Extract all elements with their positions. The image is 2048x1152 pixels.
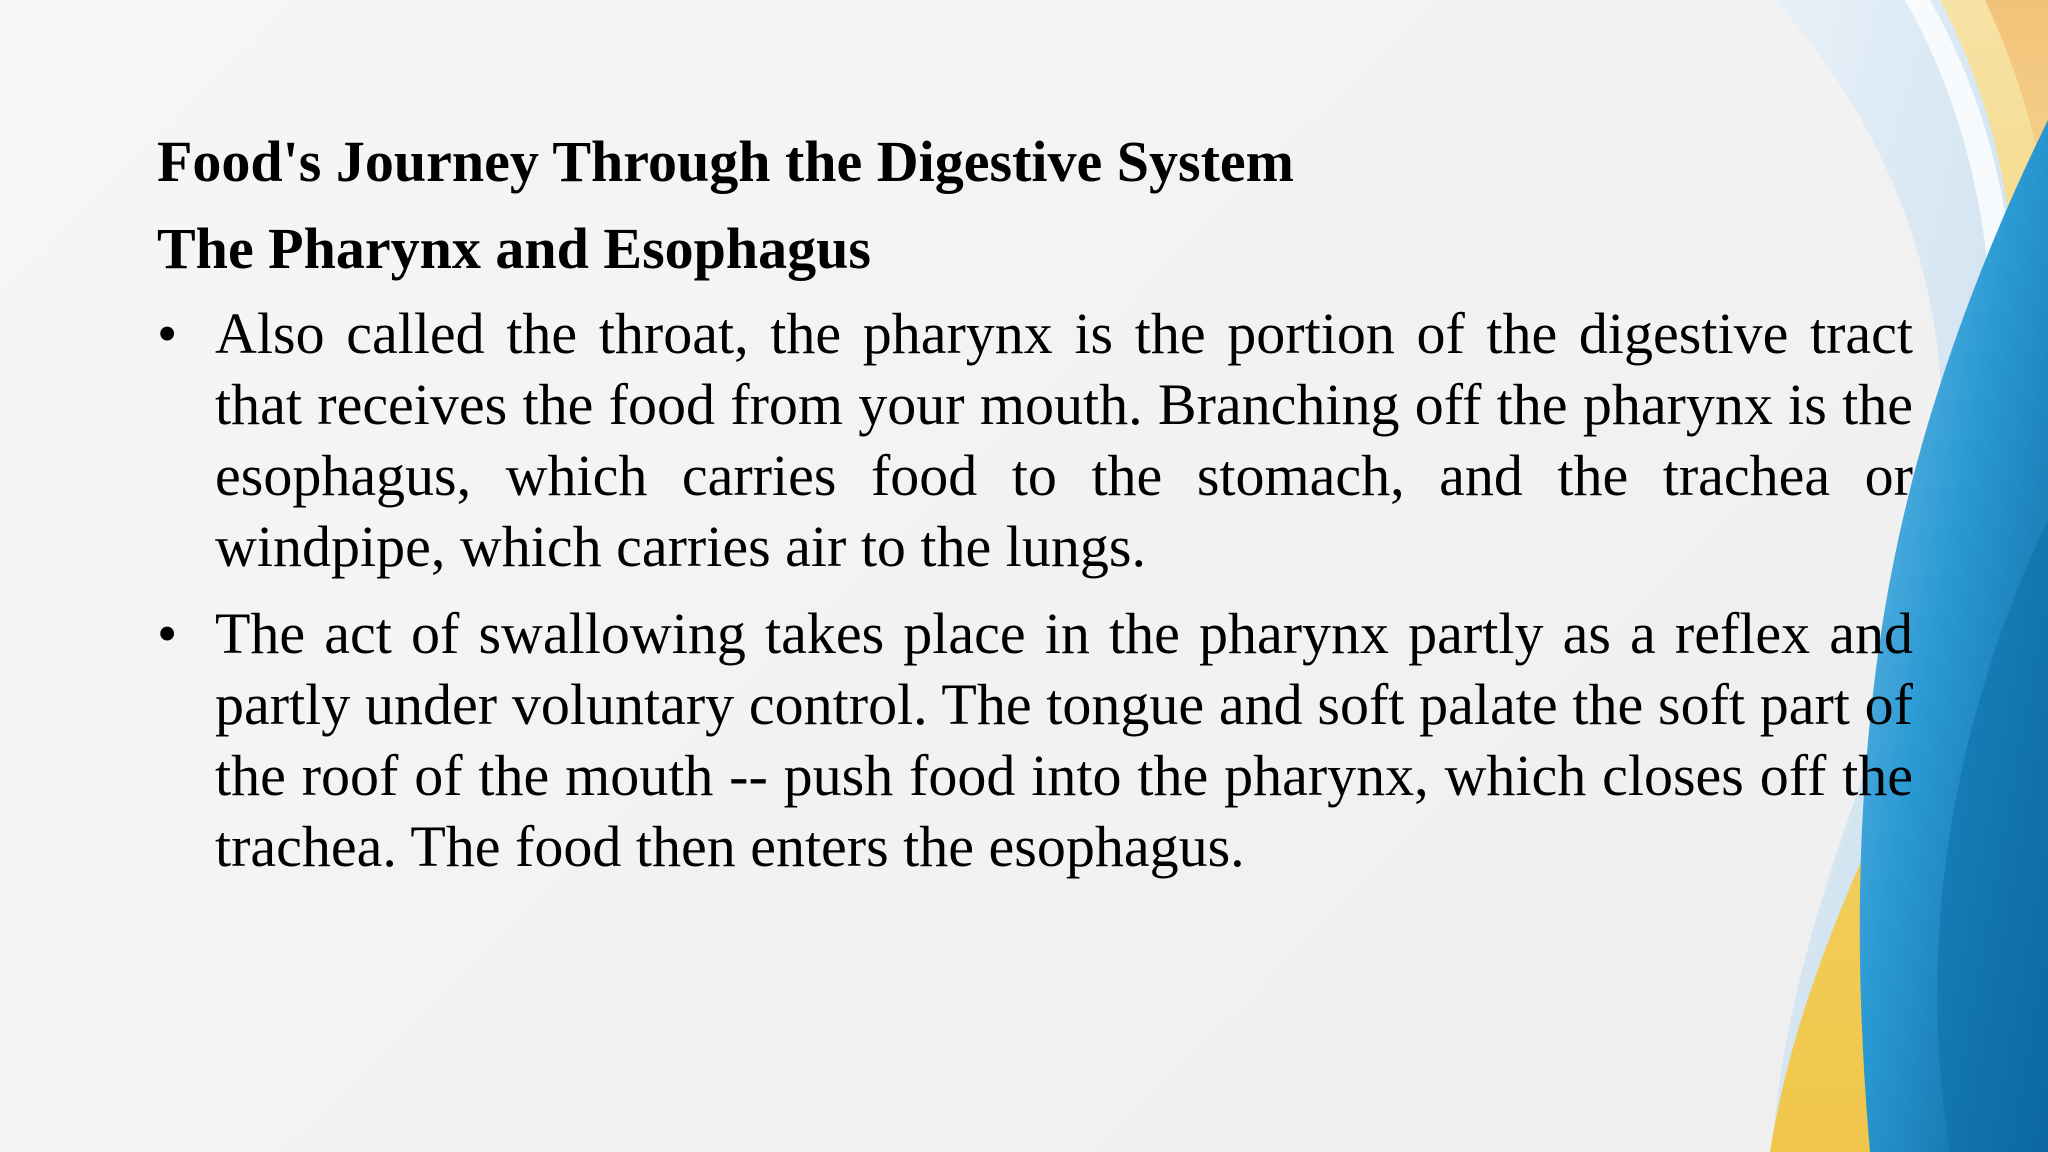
- bullet-icon: •: [157, 601, 178, 666]
- bullet-list: [157, 298, 1913, 882]
- slide-content: [157, 118, 1913, 882]
- slide-heading: Food's Journey Through the Digestive System: [157, 129, 1294, 194]
- bullet-item: [157, 298, 1913, 582]
- bullet-icon: •: [157, 301, 178, 366]
- bullet-text: Also called the throat, the pharynx is the portion of the digestive tract that receives the food from your mouth. Branching off the pharynx is the esophagus, which carries food to the stomach, and the trachea or windpipe, which carries air to the lungs.: [215, 301, 1913, 579]
- slide-subheading: The Pharynx and Esophagus: [157, 216, 871, 281]
- bullet-item: [157, 598, 1913, 882]
- bullet-text: The act of swallowing takes place in the pharynx partly as a reflex and partly under voluntary control. The tongue and soft palate the soft part of the roof of the mouth -- push food into the pharynx, which closes off the trachea. The food then enters the esophagus.: [215, 601, 1913, 879]
